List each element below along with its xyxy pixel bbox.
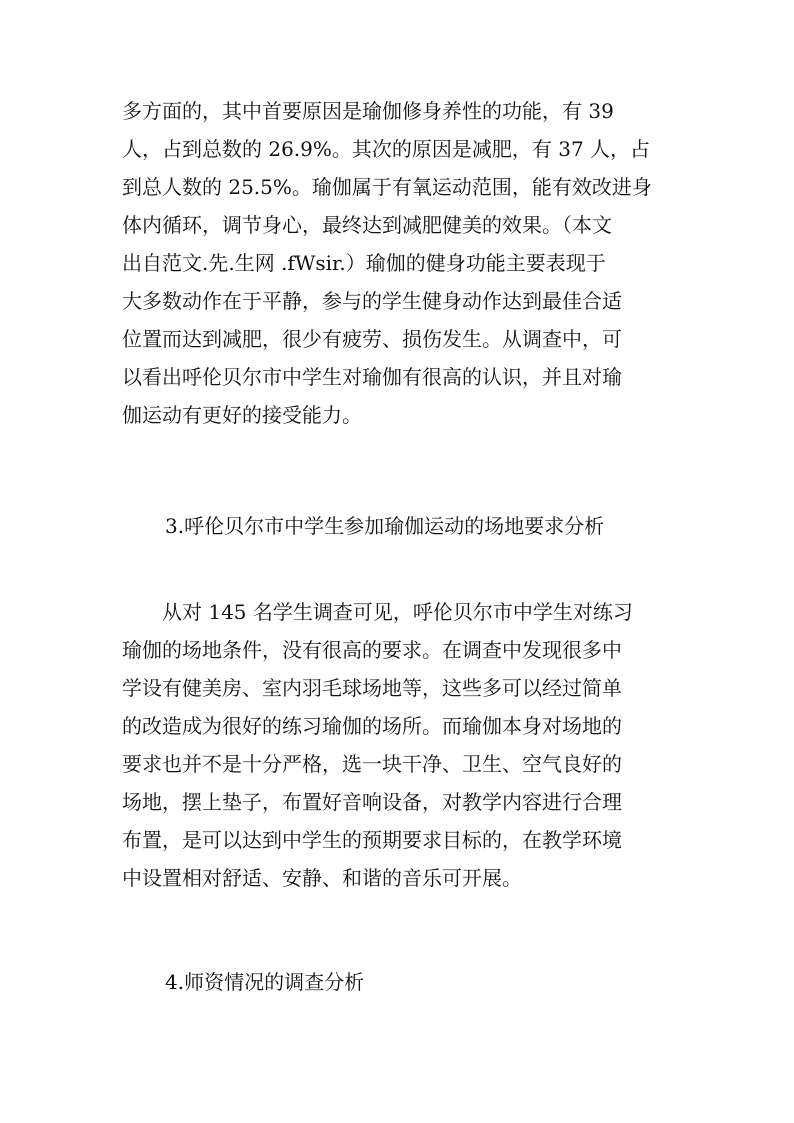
text-line: 多方面的，其中首要原因是瑜伽修身养性的功能，有 39 xyxy=(122,99,614,123)
text-line: 中设置相对舒适、安静、和谐的音乐可开展。 xyxy=(122,866,522,890)
text-line: 大多数动作在于平静，参与的学生健身动作达到最佳合适 xyxy=(122,289,622,313)
text-line: 体内循环，调节身心，最终达到减肥健美的效果。（本文 xyxy=(122,213,612,237)
paragraph-yoga-reasons xyxy=(122,92,682,434)
text-line: 伽运动有更好的接受能力。 xyxy=(122,403,362,427)
text-line: 要求也并不是十分严格，选一块干净、卫生、空气良好的 xyxy=(122,752,622,776)
paragraph-venue-requirements xyxy=(122,593,682,897)
text-line: 从对 145 名学生调查可见，呼伦贝尔市中学生对练习 xyxy=(122,600,633,624)
text-line: 出自范文.先.生网 .fWsir.）瑜伽的健身功能主要表现于 xyxy=(122,251,606,275)
section-heading-3: 3.呼伦贝尔市中学生参加瑜伽运动的场地要求分析 xyxy=(165,514,605,538)
text-line: 布置，是可以达到中学生的预期要求目标的，在教学环境 xyxy=(122,828,622,852)
section-heading-4: 4.师资情况的调查分析 xyxy=(165,970,365,994)
text-line: 以看出呼伦贝尔市中学生对瑜伽有很高的认识，并且对瑜 xyxy=(122,365,622,389)
text-line: 场地，摆上垫子，布置好音响设备，对教学内容进行合理 xyxy=(122,790,622,814)
text-line: 的改造成为很好的练习瑜伽的场所。而瑜伽本身对场地的 xyxy=(122,714,622,738)
text-line: 位置而达到减肥，很少有疲劳、损伤发生。从调查中，可 xyxy=(122,327,622,351)
text-line: 到总人数的 25.5%。瑜伽属于有氧运动范围，能有效改进身 xyxy=(122,175,652,199)
text-line: 瑜伽的场地条件，没有很高的要求。在调查中发现很多中 xyxy=(122,638,622,662)
text-line: 学设有健美房、室内羽毛球场地等，这些多可以经过简单 xyxy=(122,676,622,700)
text-line: 人，占到总数的 26.9%。其次的原因是减肥，有 37 人，占 xyxy=(122,137,651,161)
